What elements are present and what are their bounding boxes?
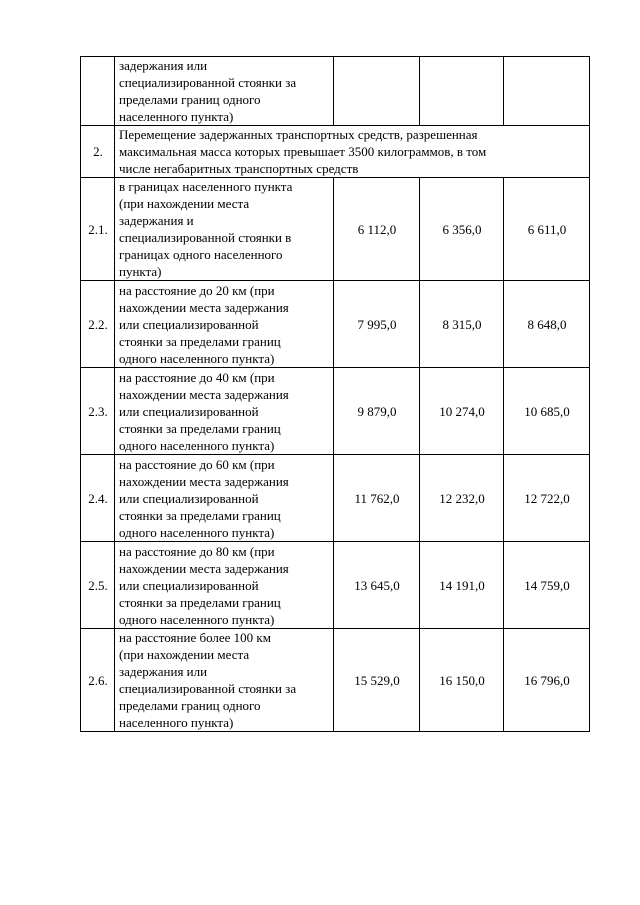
description-line: на расстояние до 20 км (при — [119, 282, 275, 298]
description-line: на расстояние до 80 км (при — [119, 543, 275, 559]
description-line: стоянки за пределами границ — [119, 507, 281, 523]
description-line: стоянки за пределами границ — [119, 420, 281, 436]
row-description-cell — [115, 57, 334, 126]
description-line: на расстояние до 40 км (при — [119, 369, 275, 385]
section-number-cell: 2. — [81, 126, 115, 178]
row-description-cell — [115, 281, 334, 368]
section-line: максимальная масса которых превышает 3500 килограммов, в том — [119, 144, 487, 159]
price-cell-2: 12 232,0 — [420, 455, 504, 542]
description-line: на расстояние более 100 км — [119, 630, 271, 645]
description-line: одного населенного пункта) — [119, 524, 275, 540]
description-line: стоянки за — [238, 75, 297, 90]
row-number-cell: 2.4. — [81, 455, 115, 542]
price-cell-3: 8 648,0 — [504, 281, 590, 368]
price-cell-3 — [504, 57, 590, 126]
price-cell-1: 7 995,0 — [334, 281, 420, 368]
row-description-cell — [115, 455, 334, 542]
description-line: нахождении места задержания — [119, 386, 289, 402]
description-line: стоянки за пределами границ — [119, 333, 281, 349]
price-cell-2: 10 274,0 — [420, 368, 504, 455]
section-line: числе негабаритных транспортных средств — [119, 161, 359, 176]
price-cell-1: 15 529,0 — [334, 629, 420, 732]
row-number-cell — [81, 57, 115, 126]
row-description-cell — [115, 178, 334, 281]
description-line: пределами границ одного — [119, 92, 261, 107]
description-line: границах одного населенного — [119, 247, 283, 262]
tariff-table — [80, 56, 590, 732]
table-row — [81, 629, 590, 732]
section-description-cell — [115, 126, 590, 178]
description-line: (при нахождении места — [119, 647, 250, 662]
table-row — [81, 368, 590, 455]
price-cell-2: 14 191,0 — [420, 542, 504, 629]
description-line: стоянки за пределами границ — [119, 594, 281, 610]
description-line: или специализированной — [119, 403, 259, 419]
row-number-cell: 2.5. — [81, 542, 115, 629]
price-cell-2: 16 150,0 — [420, 629, 504, 732]
price-cell-1: 6 112,0 — [334, 178, 420, 281]
description-line: задержания или — [119, 664, 208, 679]
section-line: Перемещение задержанных транспортных средств, разрешенная — [119, 127, 478, 142]
description-line: на расстояние до 60 км (при — [119, 456, 275, 472]
table-row — [81, 281, 590, 368]
price-cell-3: 12 722,0 — [504, 455, 590, 542]
description-line: или специализированной — [119, 490, 259, 506]
row-description-cell — [115, 368, 334, 455]
price-cell-1: 11 762,0 — [334, 455, 420, 542]
row-number-cell: 2.1. — [81, 178, 115, 281]
description-line: пункта) — [119, 264, 162, 279]
description-line: пределами границ одного — [119, 698, 261, 713]
description-line: населенного пункта) — [119, 109, 234, 124]
price-cell-3: 6 611,0 — [504, 178, 590, 281]
tariff-table-body — [81, 57, 590, 732]
table-row — [81, 455, 590, 542]
description-line: (при нахождении места — [119, 196, 250, 211]
description-line: или специализированной — [119, 577, 259, 593]
section-row — [81, 126, 590, 178]
description-line: специализированной — [119, 75, 235, 90]
price-cell-1: 13 645,0 — [334, 542, 420, 629]
price-cell-1 — [334, 57, 420, 126]
description-line: одного населенного пункта) — [119, 350, 275, 366]
description-line: в границах населенного пункта — [119, 179, 293, 194]
description-line: одного населенного пункта) — [119, 437, 275, 453]
row-description-cell — [115, 629, 334, 732]
description-line: нахождении места задержания — [119, 299, 289, 315]
row-description-cell — [115, 542, 334, 629]
price-cell-2 — [420, 57, 504, 126]
price-cell-2: 8 315,0 — [420, 281, 504, 368]
table-row — [81, 178, 590, 281]
description-line: задержания или — [119, 58, 208, 73]
price-cell-3: 14 759,0 — [504, 542, 590, 629]
description-line: нахождении места задержания — [119, 473, 289, 489]
row-number-cell: 2.2. — [81, 281, 115, 368]
row-number-cell: 2.3. — [81, 368, 115, 455]
table-row — [81, 542, 590, 629]
price-cell-3: 10 685,0 — [504, 368, 590, 455]
description-line: или специализированной — [119, 316, 259, 332]
description-line: специализированной стоянки за — [119, 681, 297, 696]
row-number-cell: 2.6. — [81, 629, 115, 732]
price-cell-1: 9 879,0 — [334, 368, 420, 455]
description-line: одного населенного пункта) — [119, 611, 275, 627]
description-line: нахождении места задержания — [119, 560, 289, 576]
description-line: специализированной стоянки в — [119, 230, 292, 245]
price-cell-3: 16 796,0 — [504, 629, 590, 732]
description-line: населенного пункта) — [119, 715, 234, 730]
description-line: задержания и — [119, 213, 194, 228]
price-cell-2: 6 356,0 — [420, 178, 504, 281]
table-row-continuation — [81, 57, 590, 126]
